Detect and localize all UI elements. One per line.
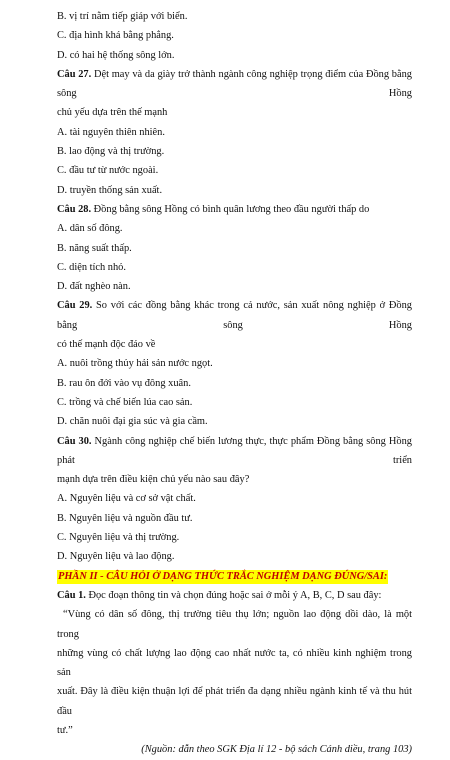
option-line: C. trồng và chế biến lúa cao sản. [57, 396, 193, 408]
quote-line: tư.” [57, 724, 73, 736]
option-line: D. có hai hệ thống sông lớn. [57, 49, 175, 61]
question-label: Câu 30. [57, 435, 92, 447]
question-29-stem-cont: có thế mạnh độc đáo về [57, 339, 156, 351]
question-29-stem [57, 296, 412, 335]
option-line: D. đất nghèo nàn. [57, 281, 131, 293]
question-27-stem [57, 65, 412, 104]
quote-line: xuất. Đây là điều kiện thuận lợi để phát triển đa dạng nhiều ngành kinh tế và thu hút đầu [57, 686, 412, 717]
option-line: B. vị trí nằm tiếp giáp với biển. [57, 11, 188, 22]
option-line: C. đầu tư từ nước ngoài. [57, 165, 159, 177]
option-line: C. diện tích nhỏ. [57, 261, 126, 273]
quote-line: những vùng có chất lượng lao động cao nhất nước ta, có nhiều kinh nghiệm trong sản [57, 647, 412, 679]
question-text: So với các đồng bằng khác trong cả nước, sản xuất nông nghiệp ở Đồng bằng sông Hồng [57, 300, 412, 331]
option-line: B. rau ôn đới vào vụ đông xuân. [57, 377, 191, 389]
option-line: B. Nguyên liệu và nguồn đầu tư. [57, 512, 193, 524]
question-28-stem [57, 200, 412, 219]
source-citation: (Nguồn: dẫn theo SGK Địa lí 12 - bộ sách Cánh diều, trang 103) [141, 744, 412, 756]
part2-heading-line [57, 567, 412, 586]
question-label: Câu 29. [57, 300, 93, 312]
option-line: D. truyền thống sản xuất. [57, 184, 163, 196]
option-line: B. lao động và thị trường. [57, 146, 165, 158]
part2-title: PHẦN II - CÂU HỎI Ở DẠNG THỨC TRẮC NGHIỆM DẠNG ĐÚNG/SAI: [58, 570, 388, 582]
quote-line: “Vùng có dân số đông, thị trường tiêu thụ lớn; nguồn lao động dồi dào, là một trong [57, 609, 412, 640]
question-text: Đọc đoạn thông tin và chọn đúng hoặc sai ở mỗi ý A, B, C, D sau đây: [85, 589, 382, 601]
question-label: Câu 27. [57, 68, 92, 80]
option-line: D. chăn nuôi đại gia súc và gia cầm. [57, 416, 208, 428]
question-label: Câu 28. [57, 203, 92, 215]
question-30-stem-cont: mạnh dựa trên điều kiện chủ yếu nào sau đây? [57, 474, 250, 486]
question-30-stem [57, 432, 412, 471]
question-text: Ngành công nghiệp chế biến lương thực, thực phẩm Đồng bằng sông Hồng phát triển [57, 435, 412, 466]
option-line: A. dân số đông. [57, 223, 123, 235]
option-line: C. địa hình khá bằng phẳng. [57, 30, 174, 42]
option-line: C. Nguyên liệu và thị trường. [57, 532, 180, 544]
question-text: Dệt may và da giày trở thành ngành công nghiệp trọng điểm của Đồng bằng sông Hồng [57, 68, 412, 100]
question-27-stem-cont: chủ yếu dựa trên thế mạnh [57, 107, 168, 119]
question-label: Câu 1. [57, 589, 86, 601]
option-line: B. năng suất thấp. [57, 242, 132, 254]
part2-question-1 [57, 586, 412, 605]
option-line: A. nuôi trồng thủy hải sản nước ngọt. [57, 358, 213, 370]
question-text: Đồng bằng sông Hồng có bình quân lương theo đầu người thấp do [91, 203, 370, 215]
option-line: A. tài nguyên thiên nhiên. [57, 126, 165, 138]
option-line: A. Nguyên liệu và cơ sở vật chất. [57, 493, 196, 505]
option-line: D. Nguyên liệu và lao động. [57, 551, 175, 563]
